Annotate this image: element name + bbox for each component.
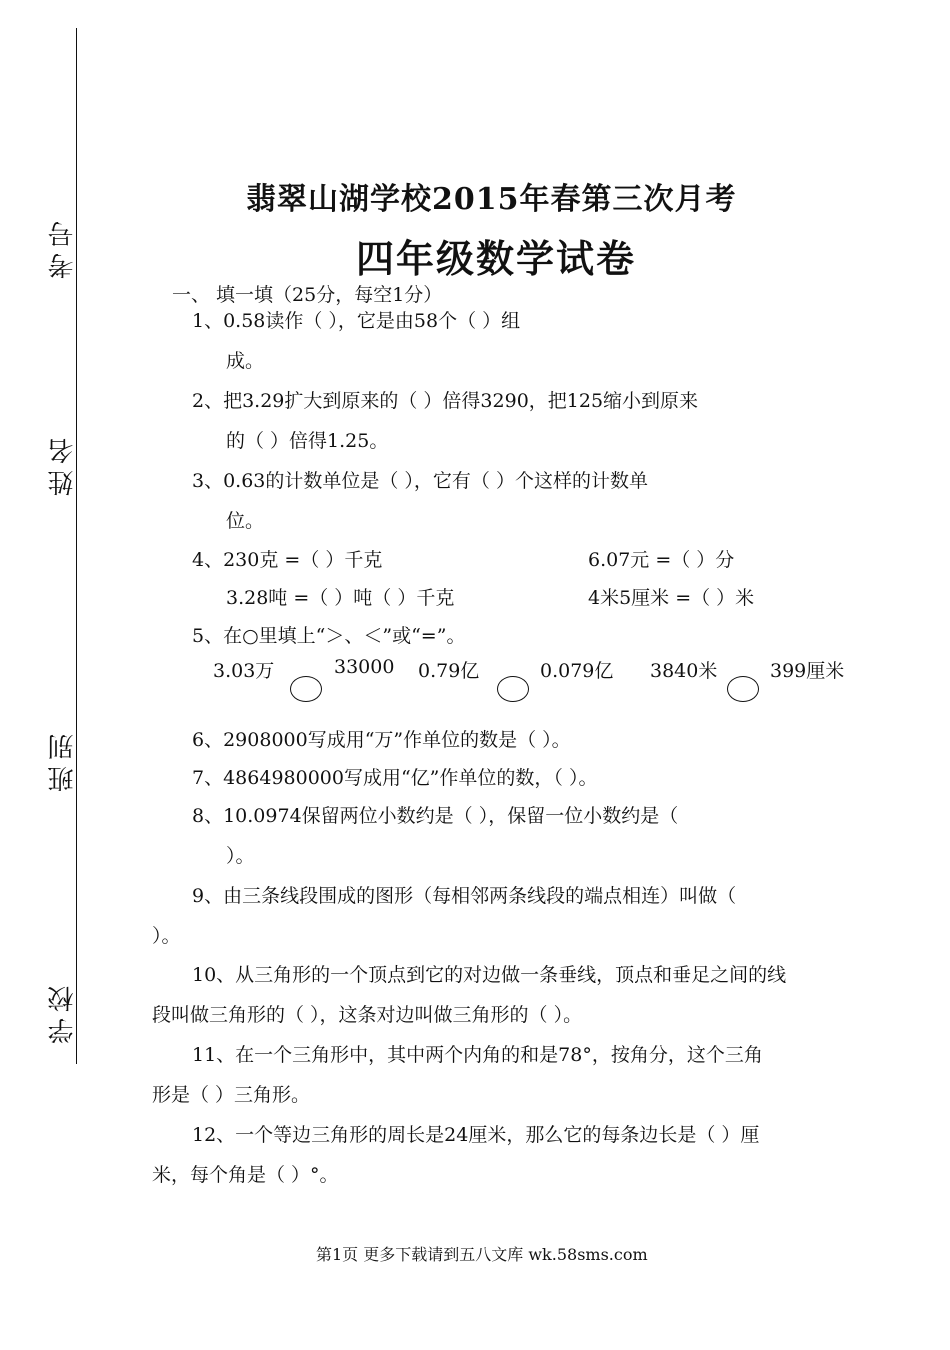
compare-circle-1[interactable] [290,676,322,702]
question-5: 5、在○里填上“＞、＜”或“=”。 [192,625,466,647]
question-12-line-2: 米，每个角是（ ）°。 [152,1164,339,1186]
binding-line [76,28,77,1064]
question-11-line-2: 形是（ ）三角形。 [152,1084,311,1106]
question-4-part-a: 4、230克 =（ ）千克 [192,549,383,571]
question-2-line-2: 的（ ）倍得1.25。 [226,430,389,452]
compare-3-left: 3840米 [650,660,718,682]
question-8-line-1: 8、10.0974保留两位小数约是（ ），保留一位小数约是（ [192,805,679,827]
question-11-line-1: 11、在一个三角形中，其中两个内角的和是78°，按角分，这个三角 [192,1044,763,1066]
question-3-line-2: 位。 [226,510,265,532]
exam-title: 翡翠山湖学校2015年春第三次月考 [246,182,737,217]
question-4-part-b: 6.07元 =（ ）分 [588,549,735,571]
school-label: 学校 [48,980,78,1044]
question-4-part-d: 4米5厘米 =（ ）米 [588,587,755,609]
question-9-line-1: 9、由三条线段围成的图形（每相邻两条线段的端点相连）叫做（ [192,885,737,907]
question-10-line-2: 段叫做三角形的（ ），这条对边叫做三角形的（ ）。 [152,1004,583,1026]
compare-circle-3[interactable] [727,676,759,702]
question-4-part-c: 3.28吨 =（ ）吨（ ）千克 [226,587,455,609]
question-8-line-2: ）。 [226,845,255,867]
question-6: 6、2908000写成用“万”作单位的数是（ ）。 [192,729,571,751]
class-label: 班别 [48,728,78,792]
exam-subtitle: 四年级数学试卷 [356,236,637,281]
question-9-line-2: ）。 [152,925,181,947]
compare-2-right: 0.079亿 [540,660,614,682]
question-7: 7、4864980000写成用“亿”作单位的数，（ ）。 [192,767,598,789]
question-1-line-1: 1、0.58读作（ ），它是由58个（ ）组 [192,310,521,332]
exam-number-label: 考号 [48,215,78,279]
question-2-line-1: 2、把3.29扩大到原来的（ ）倍得3290，把125缩小到原来 [192,390,699,412]
compare-1-left: 3.03万 [213,660,275,682]
question-1-line-2: 成。 [226,350,265,372]
name-label: 姓名 [48,432,78,496]
compare-1-right: 33000 [334,656,395,678]
compare-circle-2[interactable] [497,676,529,702]
question-3-line-1: 3、0.63的计数单位是（ ），它有（ ）个这样的计数单 [192,470,648,492]
page-footer: 第1页 更多下载请到五八文库 wk.58sms.com [316,1245,648,1264]
section-heading: 一、 填一填（25分，每空1分） [172,284,443,306]
question-12-line-1: 12、一个等边三角形的周长是24厘米，那么它的每条边长是（ ）厘 [192,1124,760,1146]
question-10-line-1: 10、从三角形的一个顶点到它的对边做一条垂线，顶点和垂足之间的线 [192,964,787,986]
compare-2-left: 0.79亿 [418,660,480,682]
compare-3-right: 399厘米 [770,660,845,682]
